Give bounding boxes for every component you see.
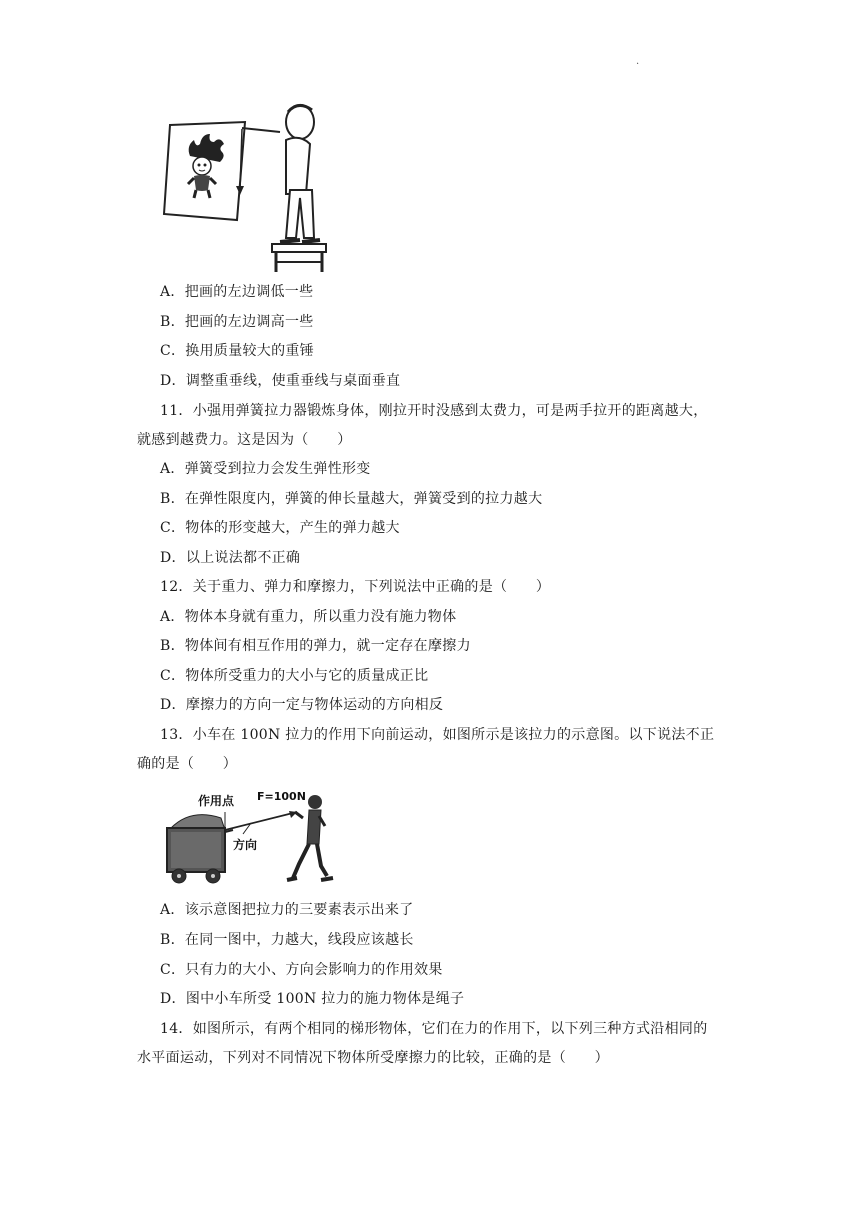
q11-option-b: B．在弹性限度内，弹簧的伸长量越大，弹簧受到的拉力越大 [160, 491, 543, 507]
q12-option-a: A．物体本身就有重力，所以重力没有施力物体 [160, 609, 457, 625]
figure-label-direction: 方向 [233, 838, 258, 852]
q11-stem-line2: 就感到越费力。这是因为（ ） [137, 432, 352, 448]
q11-option-c: C．物体的形变越大，产生的弹力越大 [160, 520, 400, 536]
q10-option-c: C．换用质量较大的重锤 [160, 343, 315, 359]
q13-option-b: B．在同一图中，力越大，线段应该越长 [160, 932, 414, 948]
q12-stem: 12．关于重力、弹力和摩擦力，下列说法中正确的是（ ） [160, 579, 551, 595]
q13-option-c: C．只有力的大小、方向会影响力的作用效果 [160, 962, 443, 978]
q12-option-c: C．物体所受重力的大小与它的质量成正比 [160, 668, 429, 684]
q11-option-a: A．弹簧受到拉力会发生弹性形变 [160, 461, 371, 477]
q11-stem-line1: 11．小强用弹簧拉力器锻炼身体，刚拉开时没感到太费力，可是两手拉开的距离越大， [160, 403, 708, 419]
figure-label-force: F=100N [257, 790, 306, 803]
q13-option-a: A．该示意图把拉力的三要素表示出来了 [160, 902, 414, 918]
q13-figure [163, 788, 338, 888]
q13-stem-line1: 13．小车在 100N 拉力的作用下向前运动，如图所示是该拉力的示意图。以下说法不正 [160, 727, 715, 743]
q10-option-b: B．把画的左边调高一些 [160, 314, 314, 330]
figure-label-point: 作用点 [198, 794, 235, 808]
q10-option-d: D．调整重垂线，使重垂线与桌面垂直 [160, 373, 401, 389]
q12-option-d: D．摩擦力的方向一定与物体运动的方向相反 [160, 697, 444, 713]
q13-stem-line2: 确的是（ ） [137, 756, 238, 772]
q13-option-d: D．图中小车所受 100N 拉力的施力物体是绳子 [160, 991, 465, 1007]
q14-stem-line2: 水平面运动，下列对不同情况下物体所受摩擦力的比较，正确的是（ ） [137, 1050, 609, 1066]
q14-stem-line1: 14．如图所示，有两个相同的梯形物体，它们在力的作用下，以下列三种方式沿相同的 [160, 1021, 708, 1037]
q12-option-b: B．物体间有相互作用的弹力，就一定存在摩擦力 [160, 638, 471, 654]
q11-option-d: D．以上说法都不正确 [160, 550, 301, 566]
page-mark: . [636, 56, 640, 67]
q10-option-a: A．把画的左边调低一些 [160, 284, 314, 300]
q10-figure [160, 98, 330, 273]
